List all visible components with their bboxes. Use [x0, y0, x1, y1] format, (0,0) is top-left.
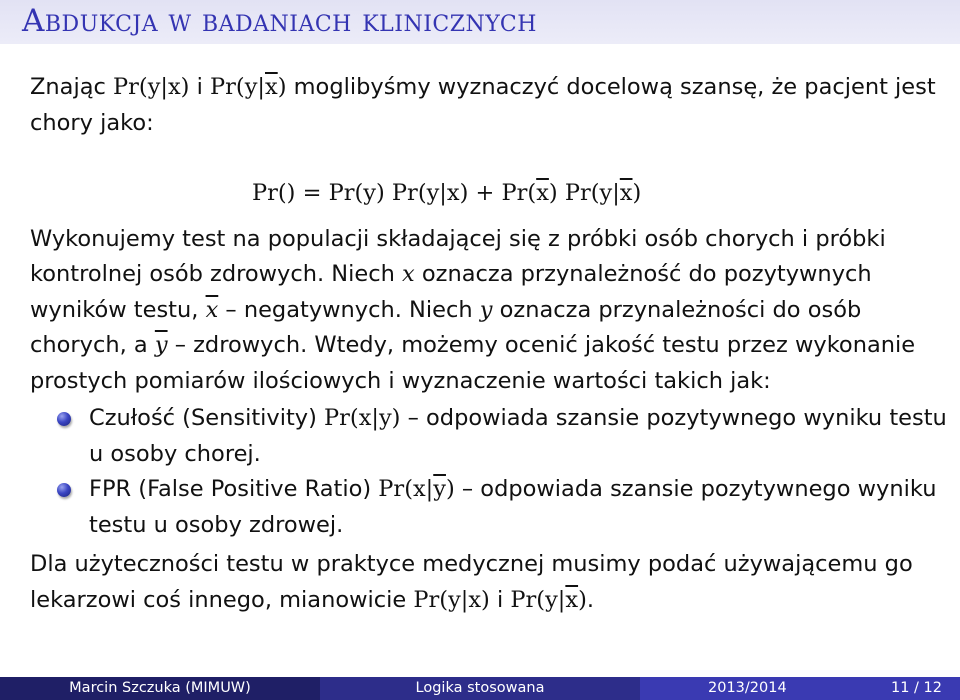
bullet-list — [30, 401, 950, 543]
bullet-math-bar: $\overline{y}$ — [433, 476, 446, 502]
slide-title: Abdukcja w badaniach klinicznych — [22, 3, 537, 39]
intro-paragraph — [30, 70, 950, 141]
desc-text-4: oznacza przynależności do osób chorych, a — [30, 296, 862, 358]
footer-right — [640, 677, 960, 700]
conclusion-paragraph — [30, 547, 950, 618]
formula-bar-x-2: $\overline{x}$ — [619, 180, 633, 206]
intro-math-2c: ) — [277, 74, 287, 100]
desc-text-2: oznacza przynależność do pozytywnych wyników testu, — [30, 261, 872, 323]
concl-text-2: i — [489, 586, 511, 613]
formula-part-1: Pr() = Pr(y) Pr(y|x) + Pr( — [252, 180, 537, 206]
formula-part-3: ) — [632, 180, 642, 206]
list-item — [30, 472, 950, 543]
formula — [30, 176, 950, 212]
desc-var-y: y — [479, 296, 493, 323]
intro-text-1: Znając — [30, 74, 114, 100]
bullet-text-2: – odpowiada szansie pozytywnego wyniku testu u osoby chorej. — [89, 405, 947, 467]
desc-text-5: – zdrowych. Wtedy, możemy ocenić jakość testu przez wykonanie prostych pomiarów ilościowych i wyznaczenie wartości takich jak: — [30, 332, 916, 394]
concl-math-2a: Pr(y| — [510, 586, 566, 613]
concl-math-1: Pr(y|x) — [413, 586, 490, 613]
bullet-text-1: Czułość (Sensitivity) — [89, 405, 325, 431]
concl-math-2c: ) — [578, 586, 587, 613]
intro-text-2: i — [189, 74, 211, 100]
bullet-math: Pr(x| — [378, 476, 434, 502]
bullet-text-1: FPR (False Positive Ratio) — [89, 476, 379, 502]
bullet-icon — [57, 412, 71, 426]
bullet-text-2: – odpowiada szansie pozytywnego wyniku testu u osoby zdrowej. — [89, 476, 937, 538]
intro-math-1: Pr(y|x) — [113, 74, 190, 100]
bullet-math: Pr(x|y) — [324, 405, 401, 431]
header-bar — [0, 0, 960, 44]
desc-text-3: – negatywnych. Niech — [218, 296, 480, 323]
bullet-math-end: ) — [445, 476, 455, 502]
concl-text-3: . — [586, 586, 594, 613]
footer-course: Logika stosowana — [320, 677, 640, 700]
desc-var-x-bar: $\overline{x}$ — [205, 296, 219, 323]
bullet-icon — [57, 483, 71, 497]
footer-author: Marcin Szczuka (MIMUW) — [0, 677, 320, 700]
list-item — [30, 401, 950, 472]
desc-var-x: x — [402, 261, 415, 287]
slide-content — [30, 70, 950, 618]
formula-part-2: ) Pr(y| — [548, 180, 620, 206]
footer-page-number: 11 / 12 — [890, 680, 942, 696]
intro-math-2a: Pr(y| — [210, 74, 265, 100]
concl-math-2b: $\overline{x}$ — [565, 586, 579, 613]
intro-text-3: moglibyśmy wyznaczyć docelową szansę, że pacjent jest chory jako: — [30, 74, 936, 136]
footer-bar — [0, 677, 960, 700]
desc-var-y-bar: $\overline{y}$ — [154, 332, 168, 358]
intro-math-2b: $\overline{x}$ — [265, 74, 278, 100]
footer-date: 2013/2014 — [708, 680, 787, 696]
concl-text-1: Dla użyteczności testu w praktyce medycznej musimy podać używającemu go lekarzowi coś innego, mianowicie — [30, 551, 913, 613]
description-paragraph — [30, 222, 950, 400]
desc-text-1: Wykonujemy test na populacji składającej się z próbki osób chorych i próbki kontrolnej osób zdrowych. Niech — [30, 225, 886, 287]
formula-bar-x-1: $\overline{x}$ — [536, 180, 549, 206]
